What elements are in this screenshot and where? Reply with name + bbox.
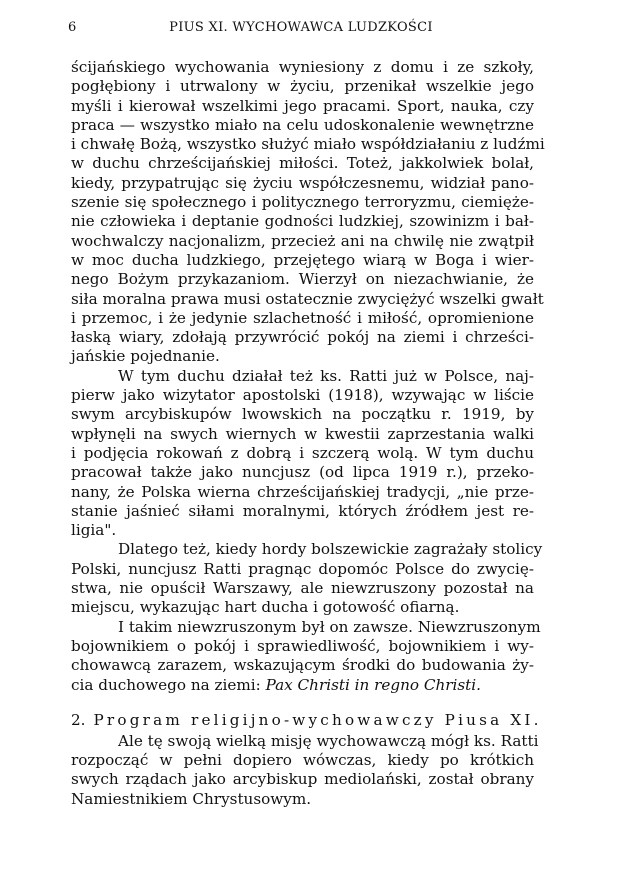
- paragraph: [71, 367, 534, 541]
- text-line: rozpocząć w pełni dopiero wówczas, kiedy po krótkich: [71, 751, 534, 770]
- text-after-section: [71, 731, 539, 809]
- text-line: siła moralna prawa musi ostatecznie zwyciężyć wszelki gwałt: [71, 289, 544, 308]
- paragraph: [71, 540, 543, 617]
- text-line: swym arcybiskupów lwowskich na początku r. 1919, by: [71, 405, 534, 424]
- text-line: W tym duchu działał też ks. Ratti już w Polsce, naj-: [118, 366, 534, 385]
- running-title: PIUS XI. WYCHOWAWCA LUDZKOŚCI: [169, 20, 433, 35]
- text-line: stanie jaśnieć siłami moralnymi, których źródłem jest re-: [71, 501, 534, 520]
- text-line: w moc ducha ludzkiego, przejętego wiarą w Boga i wier-: [71, 250, 534, 269]
- text-before-section: [71, 58, 545, 695]
- text-line: w duchu chrześcijańskiej miłości. Toteż, jakkolwiek bolał,: [71, 154, 534, 173]
- text-line: wochwalczy nacjonalizm, przecież ani na chwilę nie zwątpił: [71, 231, 534, 250]
- text-line: Ale tę swoją wielką misję wychowawczą mógł ks. Ratti: [118, 731, 539, 750]
- text-line: i chwałę Bożą, wszystko służyć miało współdziałaniu z ludźmi: [71, 135, 545, 154]
- running-header: [68, 20, 534, 40]
- section-number: 2.: [71, 710, 86, 729]
- text-line: myśli i kierował wszelkimi jego pracami. Sport, nauka, czy: [71, 96, 534, 115]
- text-line: nego Bożym przykazaniom. Wierzył on niezachwianie, że: [71, 270, 534, 289]
- text-line: miejscu, wykazując hart ducha i gotowość ofiarną.: [71, 598, 460, 617]
- text-line: nie człowieka i deptanie godności ludzkiej, szowinizm i bał-: [71, 212, 534, 231]
- text-line: i przemoc, i że jedynie szlachetność i miłość, opromienione: [71, 308, 534, 327]
- section-heading: [71, 710, 542, 730]
- text-line: pracował także jako nuncjusz (od lipca 1919 r.), przeko-: [71, 463, 534, 482]
- text-line: łaską wiary, zdołają przywrócić pokój na ziemi i chrześci-: [71, 328, 534, 347]
- text-line: Dlatego też, kiedy hordy bolszewickie zagrażały stolicy: [118, 540, 543, 559]
- text-line: praca — wszystko miało na celu udoskonalenie wewnętrzne: [71, 115, 534, 134]
- text-line: wpłynęli na swych wiernych w kwestii zaprzestania walki: [71, 424, 534, 443]
- text-line: stwa, nie opuścił Warszawy, ale niewzruszony pozostał na: [71, 579, 534, 598]
- section-title: Program religijno-wychowawczy Piusa XI.: [93, 710, 542, 729]
- text-line: [71, 676, 534, 695]
- paragraph: [71, 617, 541, 695]
- text-line: szenie się społecznego i politycznego terroryzmu, ciemięże-: [71, 193, 534, 212]
- text-line: swych rządach jako arcybiskup mediolański, został obrany: [71, 770, 534, 789]
- text-line: i podjęcia rokowań z dobrą i szczerą wolą. W tym duchu: [71, 443, 534, 462]
- paragraph: [71, 731, 539, 809]
- page-body: [71, 58, 545, 809]
- text-line: pogłębiony i utrwalony w życiu, przenikał wszelkie jego: [71, 77, 534, 96]
- text-line: pierw jako wizytator apostolski (1918), wzywając w liście: [71, 386, 534, 405]
- text-line: ligia".: [71, 521, 117, 540]
- text-line: jańskie pojednanie.: [71, 347, 220, 366]
- text-line: nany, że Polska wierna chrześcijańskiej tradycji, „nie prze-: [71, 482, 534, 501]
- latin-motto: Pax Christi in regno Christi.: [265, 675, 481, 694]
- paragraph: [71, 58, 545, 367]
- text-line: kiedy, przypatrując się życiu współczesnemu, widział pano-: [71, 173, 534, 192]
- text-line: Polski, nuncjusz Ratti pragnąc dopomóc Polsce do zwycię-: [71, 559, 534, 578]
- text-line: ścijańskiego wychowania wyniesiony z domu i ze szkoły,: [71, 58, 534, 76]
- text-line: chowawcą zarazem, wskazującym środki do budowania ży-: [71, 656, 534, 675]
- text-line: Namiestnikiem Chrystusowym.: [71, 789, 312, 808]
- text-line: I takim niewzruszonym był on zawsze. Niewzruszonym: [118, 617, 541, 636]
- text-span: cia duchowego na ziemi:: [71, 675, 266, 694]
- page-number: 6: [68, 20, 77, 35]
- text-line: bojownikiem o pokój i sprawiedliwość, bojownikiem i wy-: [71, 636, 534, 655]
